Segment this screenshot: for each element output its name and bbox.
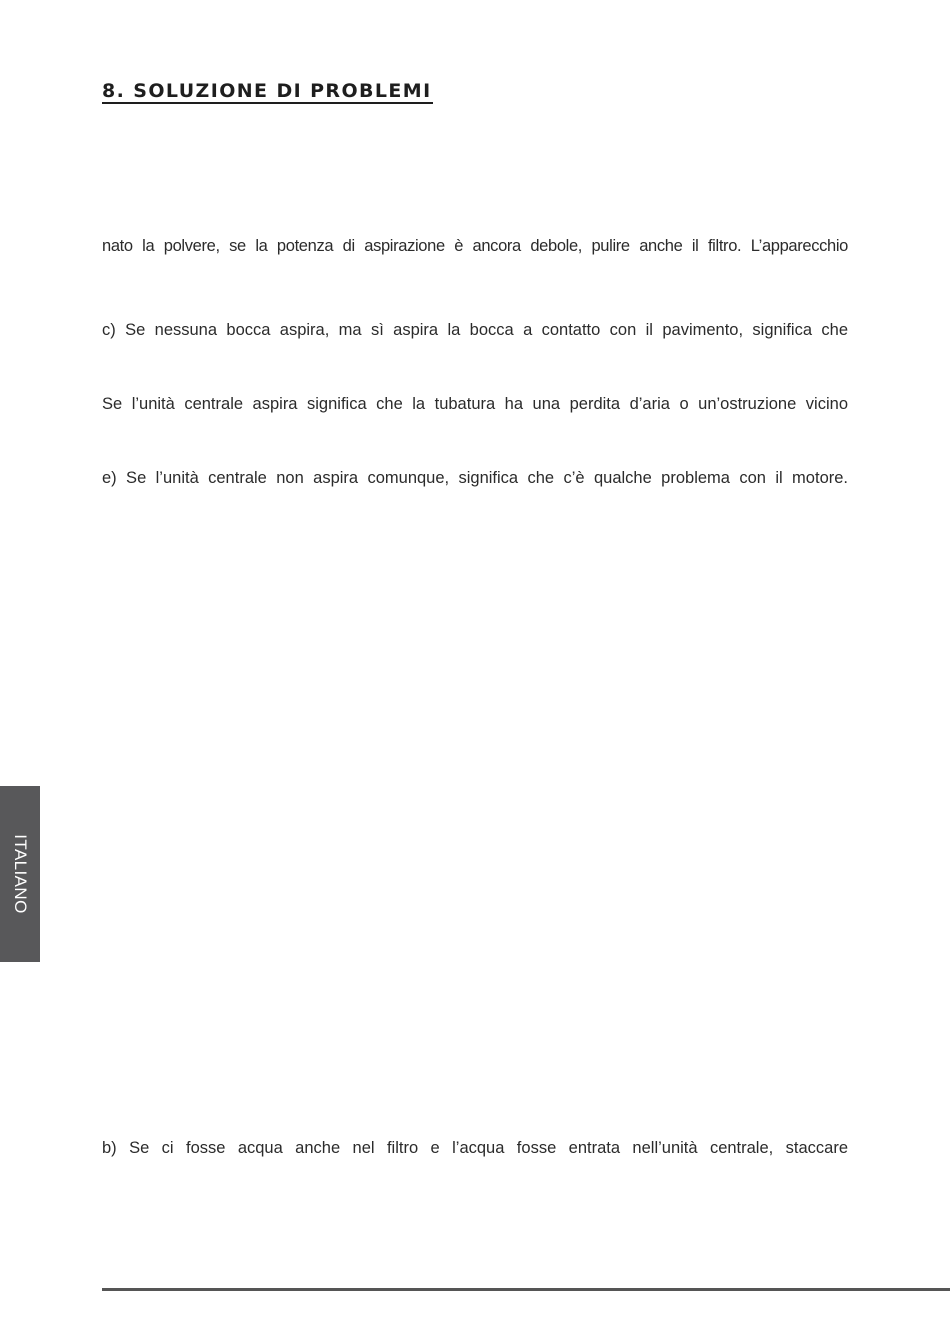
heading-underline (102, 102, 433, 104)
section-heading: 8. SOLUZIONE DI PROBLEMI (102, 80, 432, 102)
text-line-2: c) Se nessuna bocca aspira, ma sì aspira la bocca a contatto con il pavimento, significa che (102, 321, 848, 339)
text-line-1: nato la polvere, se la potenza di aspirazione è ancora debole, pulire anche il filtro. L’apparecchio (102, 237, 848, 255)
text-line-4: e) Se l’unità centrale non aspira comunque, significa che c’è qualche problema con il motore. (102, 469, 848, 487)
footer-divider (102, 1288, 950, 1291)
text-line-3: Se l’unità centrale aspira significa che la tubatura ha una perdita d’aria o un’ostruzione vicino (102, 395, 848, 413)
language-label: ITALIANO (11, 834, 30, 914)
language-side-tab (0, 786, 40, 962)
text-line-5: b) Se ci fosse acqua anche nel filtro e l’acqua fosse entrata nell’unità centrale, staccare (102, 1139, 848, 1157)
